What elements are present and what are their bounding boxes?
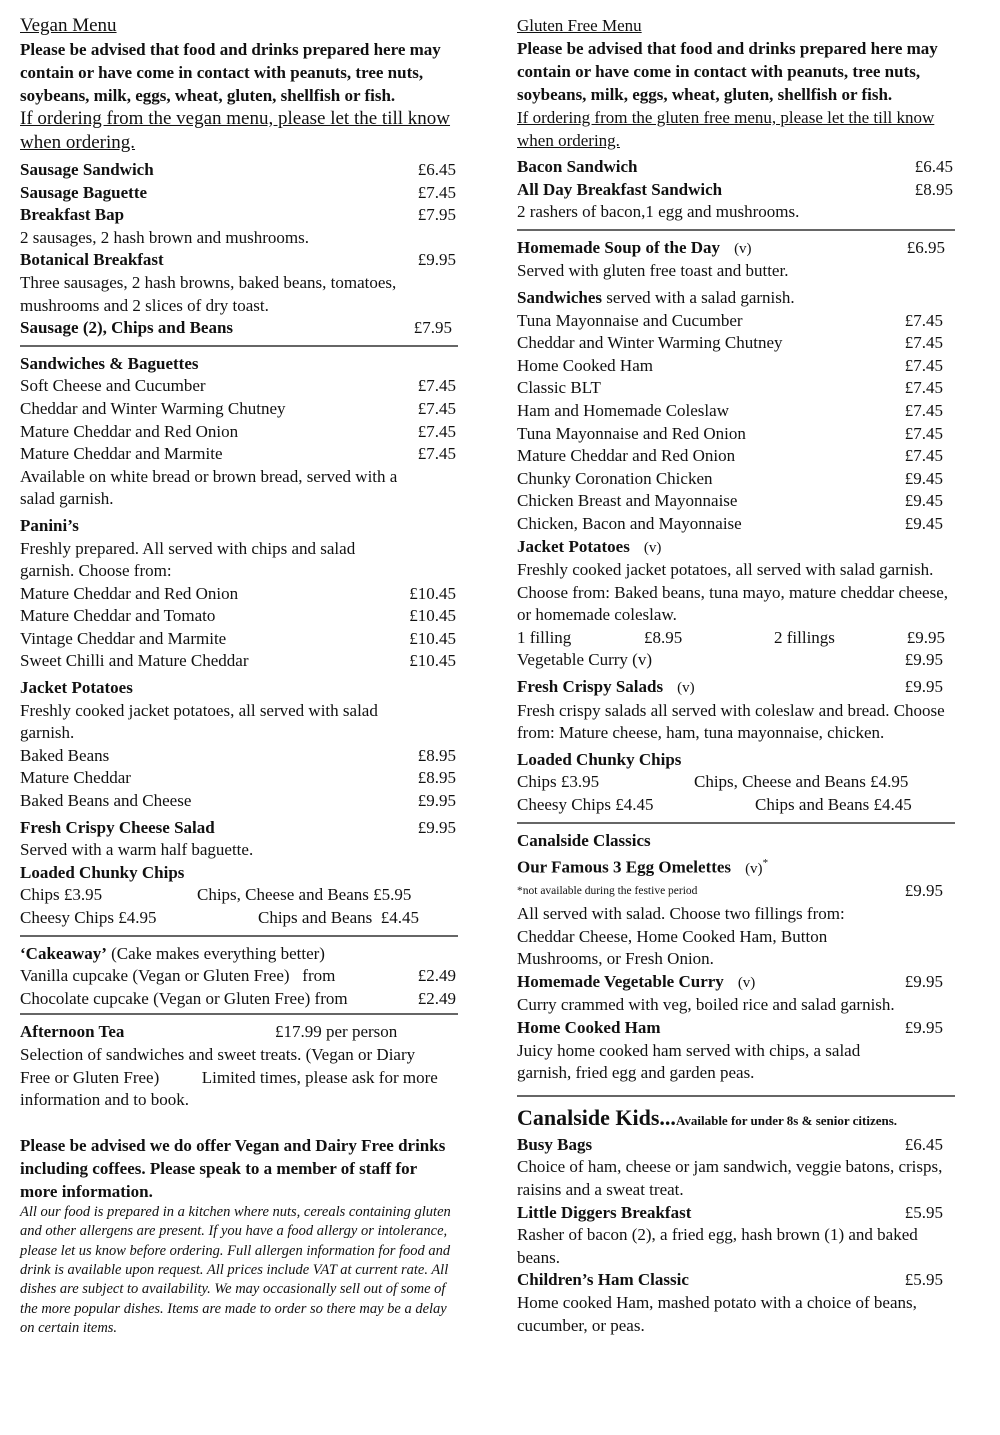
menu-item: Soft Cheese and Cucumber £7.45 [20, 376, 456, 396]
menu-item: Classic BLT £7.45 [517, 378, 943, 398]
section-title: Sandwiches served with a salad garnish. [517, 287, 795, 307]
menu-item: Little Diggers Breakfast £5.95 [517, 1202, 943, 1222]
item-description: Served with a warm half baguette. [20, 840, 254, 860]
section-note: Available on white bread or brown bread, served with a salad garnish. [20, 466, 398, 509]
vegan-menu-title: Vegan Menu [20, 15, 117, 36]
menu-item: Mature Cheddar and Red Onion £7.45 [517, 446, 943, 466]
divider [517, 822, 955, 824]
menu-item: Sausage Sandwich £6.45 [20, 160, 456, 179]
menu-item: Chicken, Bacon and Mayonnaise £9.45 [517, 513, 943, 533]
menu-item: Baked Beans and Cheese £9.95 [20, 791, 456, 811]
menu-item: Mature Cheddar and Tomato £10.45 [20, 606, 456, 626]
divider [20, 345, 458, 347]
menu-item: All Day Breakfast Sandwich £8.95 [517, 179, 953, 199]
menu-item: Our Famous 3 Egg Omelettes (v)* [517, 857, 769, 877]
till-note: If ordering from the vegan menu, please let the till know when ordering. [20, 108, 451, 153]
item-description: Choice of ham, cheese or jam sandwich, veggie batons, crisps, raisins and a sweat treat. [517, 1157, 943, 1199]
allergen-footer: All our food is prepared in a kitchen where nuts, cereals containing gluten and other allergens are present. If you have a food allergy or intolerance, please let us know before ordering. Full allergen information for food and drink is available upon request. All prices include VAT at current rate. All dishes are subject to availability. We may occasionally sell out of some of the more popular dishes. Items are made to order so there may be a delay on certain items. [20, 1203, 451, 1337]
menu-item: Homemade Vegetable Curry (v) £9.95 [517, 971, 943, 991]
menu-item: Chicken Breast and Mayonnaise £9.45 [517, 491, 943, 511]
section-title: Canalside Classics [517, 830, 651, 850]
menu-item: Chunky Coronation Chicken £9.45 [517, 468, 943, 488]
drinks-note: Please be advised we do offer Vegan and Dairy Free drinks including coffees. Please speak to a member of staff for more information. [20, 1135, 446, 1201]
menu-item: Cheddar and Winter Warming Chutney £7.45 [20, 398, 456, 418]
item-description: 2 sausages, 2 hash brown and mushrooms. [20, 227, 309, 247]
menu-item: Fresh Crispy Salads (v) £9.95 [517, 677, 943, 697]
menu-item: Botanical Breakfast £9.95 [20, 250, 456, 270]
menu-item: *not available during the festive period £9.95 [517, 881, 943, 901]
section-description: Freshly cooked jacket potatoes, all served with salad garnish. Choose from: Baked beans, tuna mayo, mature cheddar cheese, or homemade coleslaw. [517, 560, 948, 625]
chips-row: Chips £3.95 Chips, Cheese and Beans £4.95 [517, 772, 909, 792]
menu-item: Cheddar and Winter Warming Chutney £7.45 [517, 333, 943, 353]
section-title: Jacket Potatoes [20, 678, 133, 698]
gluten-free-menu-title: Gluten Free Menu [517, 16, 642, 35]
item-description: Selection of sandwiches and sweet treats. (Vegan or Diary Free or Gluten Free) Limited times, please ask for more information and to book. [20, 1044, 443, 1110]
item-description: Three sausages, 2 hash browns, baked beans, tomatoes, mushrooms and 2 slices of dry toast. [20, 272, 397, 315]
divider [517, 1095, 955, 1097]
item-description: All served with salad. Choose two fillings from: Cheddar Cheese, Home Cooked Ham, Button Mushrooms, or Fresh Onion. [517, 904, 845, 969]
divider [20, 935, 458, 937]
menu-item: Chocolate cupcake (Vegan or Gluten Free) from £2.49 [20, 988, 456, 1008]
divider [20, 1013, 458, 1015]
till-note: If ordering from the gluten free menu, please let the till know when ordering. [517, 108, 935, 150]
afternoon-tea: Afternoon Tea £17.99 per person [20, 1022, 398, 1042]
menu-item: Mature Cheddar and Red Onion £7.45 [20, 421, 456, 441]
section-title: Sandwiches & Baguettes [20, 353, 199, 373]
section-description: Freshly cooked jacket potatoes, all served with salad garnish. [20, 700, 378, 743]
cakeaway-title: ‘Cakeaway’ (Cake makes everything better) [20, 943, 325, 963]
kids-title: Canalside Kids...Available for under 8s & senior citizens. [517, 1104, 898, 1130]
gluten-free-menu [517, 14, 955, 1337]
menu-item: Vegetable Curry (v) £9.95 [517, 650, 943, 670]
menu-item: Vanilla cupcake (Vegan or Gluten Free) from £2.49 [20, 966, 456, 986]
divider [517, 229, 955, 231]
section-description: Freshly prepared. All served with chips and salad garnish. Choose from: [20, 538, 356, 581]
item-description: Curry crammed with veg, boiled rice and salad garnish. [517, 995, 895, 1015]
chips-row: Cheesy Chips £4.95 Chips and Beans £4.45 [20, 908, 420, 927]
menu-item: Sweet Chilli and Mature Cheddar £10.45 [20, 651, 456, 671]
menu-item: Mature Cheddar £8.95 [20, 768, 456, 788]
item-description: Home cooked Ham, mashed potato with a choice of beans, cucumber, or peas. [517, 1292, 917, 1335]
menu-item: Homemade Soup of the Day (v) £6.95 [517, 237, 945, 257]
item-description: Rasher of bacon (2), a fried egg, hash brown (1) and baked beans. [517, 1225, 918, 1267]
allergen-warning: Please be advised that food and drinks prepared here may contain or have come in contact with peanuts, tree nuts, soybeans, milk, eggs, wheat, gluten, shellfish or fish. [517, 39, 938, 104]
menu-item: Tuna Mayonnaise and Cucumber £7.45 [517, 310, 943, 330]
menu-item: Baked Beans £8.95 [20, 745, 456, 765]
menu-item: Breakfast Bap £7.95 [20, 205, 456, 225]
menu-item: Ham and Homemade Coleslaw £7.45 [517, 400, 943, 420]
section-title: Panini’s [20, 515, 79, 535]
item-description: Juicy home cooked ham served with chips, a salad garnish, fried egg and garden peas. [517, 1040, 861, 1083]
chips-row: Chips £3.95 Chips, Cheese and Beans £5.95 [20, 885, 412, 905]
item-description: 2 rashers of bacon,1 egg and mushrooms. [517, 202, 800, 222]
menu-item: Sausage Baguette £7.45 [20, 182, 456, 202]
menu-item: Home Cooked Ham £7.45 [517, 355, 943, 375]
chips-row: Cheesy Chips £4.45 Chips and Beans £4.45 [517, 795, 912, 815]
menu-item: Mature Cheddar and Marmite £7.45 [20, 444, 456, 464]
fillings-row: 1 filling £8.95 2 fillings £9.95 [517, 627, 945, 647]
section-title: Loaded Chunky Chips [517, 749, 682, 769]
item-description: Fresh crispy salads all served with coleslaw and bread. Choose from: Mature cheese, ham, tuna mayonnaise, chicken. [517, 700, 945, 743]
section-title: Loaded Chunky Chips [20, 862, 185, 882]
allergen-warning: Please be advised that food and drinks prepared here may contain or have come in contact with peanuts, tree nuts, soybeans, milk, eggs, wheat, gluten, shellfish or fish. [20, 40, 441, 105]
item-description: Served with gluten free toast and butter. [517, 261, 789, 281]
menu-item: Children’s Ham Classic £5.95 [517, 1270, 943, 1290]
section-title: Jacket Potatoes (v) [517, 536, 662, 556]
vegan-menu [20, 14, 458, 1339]
menu-item: Busy Bags £6.45 [517, 1134, 943, 1154]
menu-item: Mature Cheddar and Red Onion £10.45 [20, 583, 456, 603]
menu-item: Tuna Mayonnaise and Red Onion £7.45 [517, 423, 943, 443]
menu-item: Home Cooked Ham £9.95 [517, 1018, 943, 1038]
menu-item: Vintage Cheddar and Marmite £10.45 [20, 628, 456, 648]
menu-item: Fresh Crispy Cheese Salad £9.95 [20, 817, 456, 837]
menu-item: Bacon Sandwich £6.45 [517, 157, 953, 176]
menu-item: Sausage (2), Chips and Beans £7.95 [20, 318, 452, 338]
